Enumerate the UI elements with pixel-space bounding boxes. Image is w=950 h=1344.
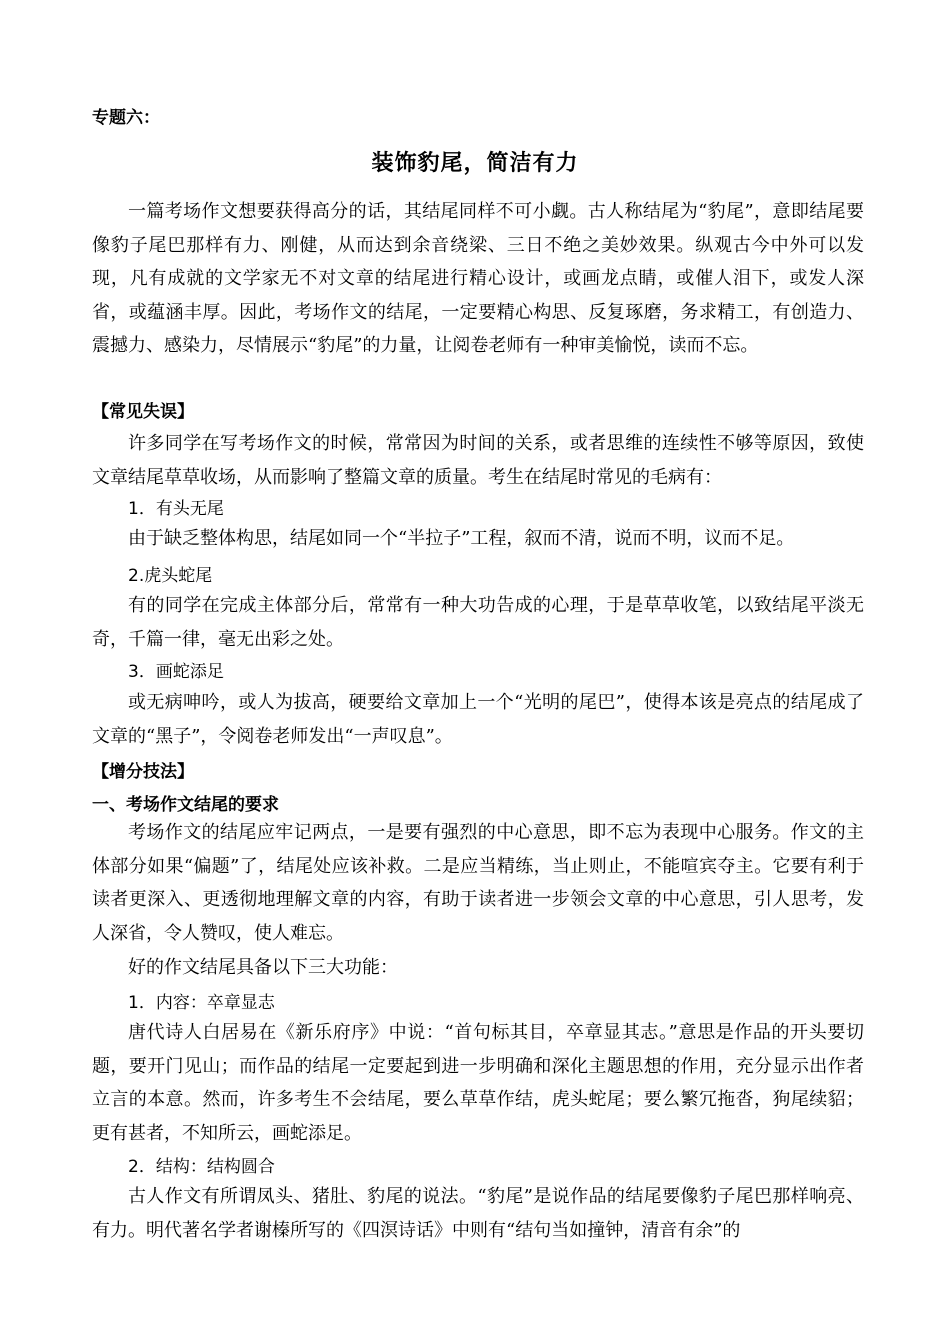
intro-paragraph: 一篇考场作文想要获得高分的话，其结尾同样不可小觑。古人称结尾为“豹尾”，意即结尾要像豹子尾巴那样有力、刚健，从而达到余音绕梁、三日不绝之美妙效果。纵观古今中外可以发现，凡有成就的文学家无不对文章的结尾进行精心设计，或画龙点睛，或催人泪下，或发人深省，或蕴涵丰厚。因此，考场作文的结尾，一定要精心构思、反复琢磨，务求精工，有创造力、震撼力、感染力，尽情展示“豹尾”的力量，让阅卷老师有一种审美愉悦，读而不忘。 (92, 201, 864, 357)
mistake-item-title: 3．画蛇添足 (128, 662, 224, 682)
subsection-heading: 一、考场作文结尾的要求 (92, 795, 279, 815)
mistake-item-text: 或无病呻吟，或人为拔高，硬要给文章加上一个“光明的尾巴”，使得本该是亮点的结尾成了文章的“黑子”，令阅卷老师发出“一声叹息”。 (92, 692, 864, 747)
function-item-text: 古人作文有所谓凤头、猪肚、豹尾的说法。“豹尾”是说作品的结尾要像豹子尾巴那样响亮、有力。明代著名学者谢榛所写的《四溟诗话》中则有“结句当如撞钟，清音有余”的 (92, 1186, 864, 1241)
section-heading-techniques: 【增分技法】 (92, 762, 194, 782)
mistake-item-text: 有的同学在完成主体部分后，常常有一种大功告成的心理，于是草草收笔，以致结尾平淡无奇，千篇一律，毫无出彩之处。 (92, 595, 864, 650)
mistakes-intro-paragraph: 许多同学在写考场作文的时候，常常因为时间的关系，或者思维的连续性不够等原因，致使文章结尾草草收场，从而影响了整篇文章的质量。考生在结尾时常见的毛病有： (92, 433, 864, 488)
mistake-item-text: 由于缺乏整体构思，结尾如同一个“半拉子”工程，叙而不清，说而不明，议而不足。 (128, 528, 795, 549)
page-title: 装饰豹尾，简洁有力 (371, 151, 579, 176)
function-item-title: 1．内容：卒章显志 (128, 993, 275, 1013)
mistake-item-title: 2.虎头蛇尾 (128, 566, 213, 586)
function-item-text: 唐代诗人白居易在《新乐府序》中说：“首句标其目，卒章显其志。”意思是作品的开头要切题，要开门见山；而作品的结尾一定要起到进一步明确和深化主题思想的作用，充分显示出作者立言的本意。然而，许多考生不会结尾，要么草草作结，虎头蛇尾；要么繁冗拖沓，狗尾续貂；更有甚者，不知所云，画蛇添足。 (92, 1022, 864, 1144)
requirements-paragraph: 考场作文的结尾应牢记两点，一是要有强烈的中心意思，即不忘为表现中心服务。作文的主体部分如果“偏题”了，结尾处应该补救。二是应当精练，当止则止，不能喧宾夺主。它要有利于读者更深入、更透彻地理解文章的内容，有助于读者进一步领会文章的中心意思，引人思考，发人深省，令人赞叹，使人难忘。 (92, 822, 864, 944)
mistake-item-title: 1．有头无尾 (128, 499, 224, 519)
function-item-title: 2．结构：结构圆合 (128, 1157, 275, 1177)
functions-intro: 好的作文结尾具备以下三大功能： (128, 957, 398, 978)
topic-label: 专题六： (92, 108, 160, 128)
section-heading-mistakes: 【常见失误】 (92, 402, 194, 422)
